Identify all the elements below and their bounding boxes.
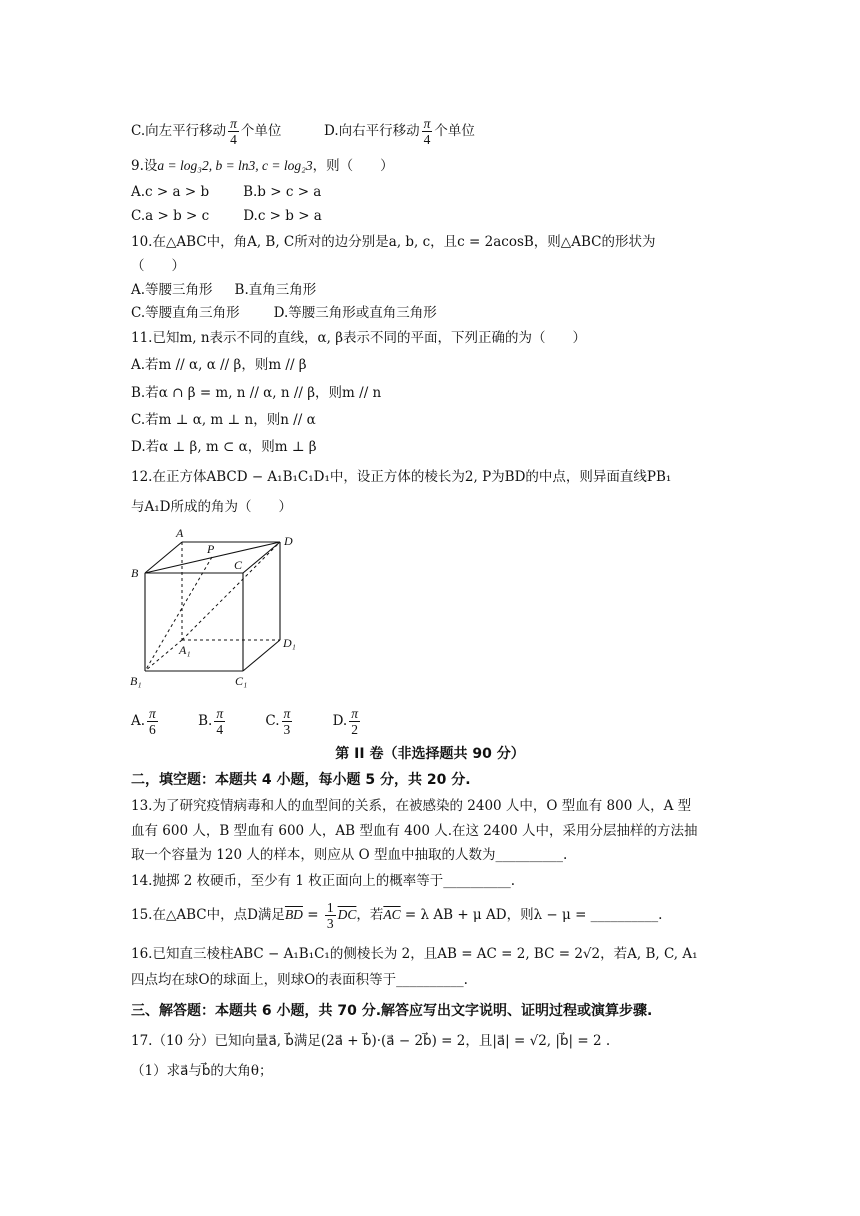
label-c1: C₁ — [235, 674, 248, 688]
q12-option-a: A. $\frac{\pi}{6}$ — [131, 706, 156, 737]
label-p: P — [207, 542, 215, 556]
fraction-pi-over-4: $\frac{\pi}{4}$ — [216, 706, 224, 737]
q11-option-d: D.若α ⊥ β, m ⊂ α，则m ⊥ β — [131, 439, 317, 455]
label-d1: D₁ — [283, 636, 296, 650]
q13-line2: 血有 600 人，B 型血有 600 人，AB 型血有 400 人.在这 2400 人中，采用分层抽样的方法抽 — [131, 823, 698, 839]
fraction-pi-over-2: $\frac{\pi}{2}$ — [351, 706, 358, 737]
q9-option-d: D.c > b > a — [243, 208, 322, 224]
q10-option-a: A.等腰三角形 — [131, 282, 213, 298]
q13-line1: 13.为了研究疫情病毒和人的血型间的关系，在被感染的 2400 人中，O 型血有 800 人，A 型 — [131, 798, 692, 814]
q15: 15.在△ABC中，点D满足$\overline{BD}$ = $\frac{1}{3}$ $\overline{DC}$，若$\overline{AC} = \lambda$ AB + μ AD，则λ − μ = __________. — [131, 900, 663, 931]
q11-option-b: B.若α ∩ β = m, n // α, n // β，则m // n — [131, 385, 382, 401]
q9-option-c: C.a > b > c — [131, 208, 210, 224]
edge-a1b1 — [145, 640, 182, 671]
q11-option-a: A.若m // α, α // β，则m // β — [131, 357, 307, 373]
q9-options-ab — [131, 182, 760, 202]
q10-option-d: D.等腰三角形或直角三角形 — [273, 305, 437, 321]
q8-option-d: D.向右平行移动 $\frac{\pi}{4}$ 个单位 — [324, 116, 475, 147]
label-b: B — [131, 566, 139, 580]
label-c: C — [234, 558, 243, 572]
q12-option-c: C. $\frac{\pi}{3}$ — [265, 706, 291, 737]
fraction-one-third: $\frac{1}{3}$ — [326, 900, 334, 931]
q9-option-b: B.b > c > a — [243, 184, 322, 200]
part2-heading: 二，填空题：本题共 4 小题，每小题 5 分，共 20 分. — [131, 772, 471, 788]
q17-line1: 17.（10 分）已知向量a⃗, b⃗满足(2a⃗ + b⃗)·(a⃗ − 2b⃗) = 2，且|a⃗| = √2, |b⃗| = 2 . — [131, 1033, 611, 1049]
q12-option-b: B. $\frac{\pi}{4}$ — [198, 706, 224, 737]
q10-stem: 10.在△ABC中，角A, B, C所对的边分别是a, b, c，且c = 2acosB，则△ABC的形状为 — [131, 234, 656, 250]
label-a: A — [176, 526, 184, 540]
fraction-pi-over-4: $\frac{\pi}{4}$ — [423, 116, 431, 147]
segment-a1d — [182, 542, 280, 640]
section-title: 第 II 卷（非选择题共 90 分） — [335, 746, 525, 762]
q10-option-c: C.等腰直角三角形 — [131, 305, 240, 321]
q9-options-cd — [131, 206, 760, 226]
fraction-pi-over-6: $\frac{\pi}{6}$ — [149, 706, 156, 737]
q8-option-c: C.向左平行移动 $\frac{\pi}{4}$ 个单位 — [131, 116, 282, 147]
q10-options-cd — [131, 303, 760, 323]
q13-line3: 取一个容量为 120 人的样本，则应从 O 型血中抽取的人数为__________. — [131, 847, 568, 863]
q11-option-c: C.若m ⊥ α, m ⊥ n，则n // α — [131, 412, 316, 428]
label-d: D — [284, 534, 293, 548]
q12-stem: 12.在正方体ABCD − A₁B₁C₁D₁中，设正方体的棱长为2, P为BD的中点，则异面直线PB₁ — [131, 469, 672, 485]
cube-figure — [125, 525, 315, 695]
label-b1: B₁ — [130, 674, 142, 688]
q8-options-cd — [131, 116, 760, 147]
q12-stem-cont: 与A₁D所成的角为（ ） — [131, 499, 292, 515]
q10-option-b: B.直角三角形 — [234, 282, 317, 298]
fraction-pi-over-4: $\frac{\pi}{4}$ — [230, 116, 237, 147]
q16-line1: 16.已知直三棱柱ABC − A₁B₁C₁的侧棱长为 2，且AB = AC = 2, BC = 2√2，若A, B, C, A₁ — [131, 946, 698, 962]
q12-options — [131, 704, 760, 738]
q10-stem-cont: （ ） — [131, 258, 185, 274]
fraction-pi-over-3: $\frac{\pi}{3}$ — [283, 706, 291, 737]
q11-stem: 11.已知m, n表示不同的直线，α, β表示不同的平面，下列正确的为（ ） — [131, 330, 587, 346]
q9-option-a: A.c > a > b — [131, 184, 210, 200]
q12-option-d: D. $\frac{\pi}{2}$ — [332, 706, 358, 737]
q9-stem: 9.设a = log₃2, b = ln3, c = log₂3，则（ ） — [131, 158, 394, 174]
edge-c1d1 — [243, 640, 280, 671]
q17-line2: （1）求a⃗与b⃗的大角θ； — [131, 1063, 273, 1079]
label-a1: A₁ — [179, 643, 191, 657]
q10-options-ab — [131, 280, 760, 300]
q14: 14.抛掷 2 枚硬币，至少有 1 枚正面向上的概率等于__________. — [131, 873, 516, 889]
q16-line2: 四点均在球O的球面上，则球O的表面积等于__________. — [131, 972, 468, 988]
part3-heading: 三、解答题：本题共 6 小题，共 70 分.解答应写出文字说明、证明过程或演算步骤. — [131, 1003, 653, 1019]
